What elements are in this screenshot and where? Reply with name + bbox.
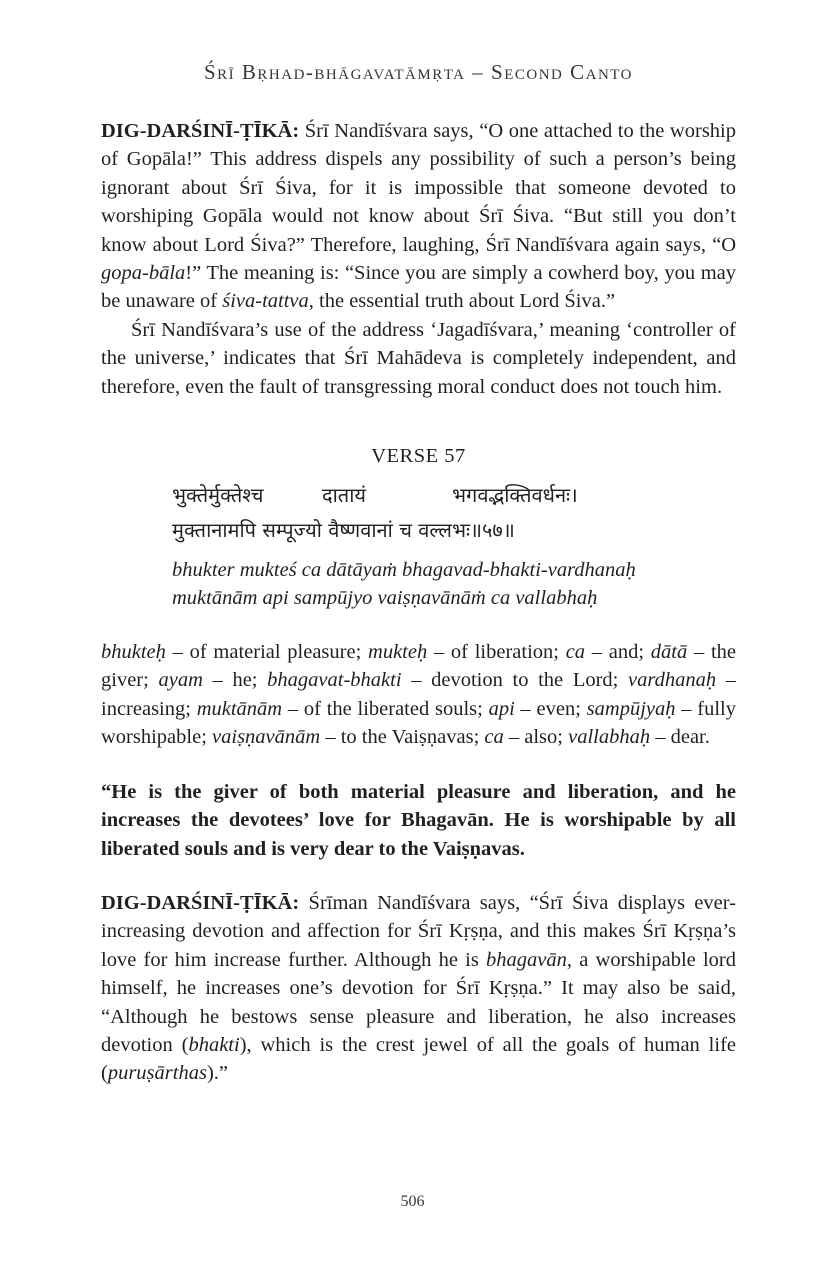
synonym-meaning: – of liberation; — [427, 641, 566, 664]
synonym-meaning: – increasing; — [101, 669, 737, 720]
italic-term: gopa-bāla — [101, 262, 186, 285]
verse-devanagari — [172, 478, 736, 548]
synonym-meaning: – the giver; — [101, 641, 736, 692]
synonym-word: bhukteḥ — [101, 641, 166, 664]
synonym-word: muktānām — [196, 697, 283, 720]
devanagari-line-1 — [172, 478, 736, 513]
italic-term: bhakti — [188, 1033, 240, 1056]
commentary-text: Śrīman Nandīśvara says, “Śrī Śiva displays ever-increasing devotion and affection for Śrī Kṛṣṇa, and this makes Śrī Kṛṣṇa’s love for him increase further. Although he is — [101, 891, 736, 971]
italic-term: śiva-tattva — [222, 290, 309, 313]
synonym-meaning: – he; — [202, 669, 268, 692]
page-body — [101, 60, 736, 1088]
synonym-meaning: – of material pleasure; — [165, 641, 369, 664]
synonym-word: ca — [484, 726, 504, 749]
synonym-word: sampūjyaḥ — [586, 697, 676, 720]
synonym-meaning: – also; — [503, 726, 569, 749]
synonym-word: api — [488, 697, 515, 720]
page-number: 506 — [400, 1193, 425, 1210]
commentary-label: DIG-DARŚINĪ-ṬĪKĀ: — [101, 891, 300, 914]
synonym-word: bhagavat-bhakti — [267, 669, 402, 692]
translation-paragraph: “He is the giver of both material pleasure and liberation, and he increases the devotees’ love for Bhagavān. He is worshipable by all liberated souls and is very dear to the Vaiṣṇavas. — [101, 780, 736, 860]
devanagari-segment: दातायं — [322, 483, 366, 508]
commentary-text: Śrī Nandīśvara says, “O one attached to the worship of Gopāla!” This address dispels any possibility of such a person’s being ignorant about Śrī Śiva, for it is impossible that someone devoted to worshiping Gopāla would not know about Śrī Śiva. “But still you don’t know about Lord Śiva?” Therefore, laughing, Śrī Nandīśvara again says, “O — [101, 120, 736, 256]
synonym-word: mukteḥ — [368, 641, 428, 664]
italic-term: puruṣārthas — [107, 1062, 207, 1085]
verse-transliteration — [172, 556, 736, 612]
synonym-meaning: – to the Vaiṣṇavas; — [320, 726, 485, 749]
commentary-text: , the essential truth about Lord Śiva.” — [308, 290, 616, 313]
synonym-meaning: – fully worshipable; — [101, 697, 736, 749]
commentary-text: , a worshipable lord himself, he increases one’s devotion for Śrī Kṛṣṇa.” It may also be said, “Although he bestows sense pleasure and liberation, he also increases devotion ( — [101, 948, 736, 1056]
synonym-word: dātā — [650, 641, 688, 664]
synonym-word: ayam — [158, 669, 203, 692]
commentary-label: DIG-DARŚINĪ-ṬĪKĀ: — [101, 120, 300, 142]
translit-line-1: bhukter mukteś ca dātāyaṁ bhagavad-bhakti-vardhanaḥ — [172, 559, 636, 582]
synonyms-paragraph — [101, 638, 736, 752]
synonym-word: vaiṣṇavānām — [212, 726, 321, 749]
commentary-paragraph-2: Śrī Nandīśvara’s use of the address ‘Jagadīśvara,’ meaning ‘controller of the universe,’ indicates that Śrī Mahādeva is completely independent, and therefore, even the fault of transgressing moral conduct does not touch him. — [101, 318, 736, 398]
verse-title: VERSE 57 — [371, 445, 466, 468]
commentary-text: !” The meaning is: “Since you are simply a cowherd boy, you may be unaware of — [101, 262, 736, 313]
commentary-text: ), which is the crest jewel of all the goals of human life ( — [101, 1033, 736, 1085]
synonym-meaning: – devotion to the Lord; — [401, 669, 629, 692]
synonym-meaning: – of the liberated souls; — [282, 697, 489, 720]
commentary-paragraph-1 — [101, 117, 736, 316]
commentary-paragraph-3 — [101, 889, 736, 1088]
devanagari-line-2: मुक्तानामपि सम्पूज्यो वैष्णवानां च वल्लभः॥५७॥ — [172, 518, 515, 543]
synonym-word: vallabhaḥ — [568, 726, 651, 749]
synonym-meaning: – and; — [585, 641, 651, 664]
devanagari-segment: भगवद्भक्तिवर्धनः। — [452, 483, 578, 508]
devanagari-segment: भुक्तेर्मुक्तेश्च — [172, 483, 264, 508]
synonym-word: ca — [565, 641, 586, 664]
running-head: Śrī Bṛhad-bhāgavatāmṛta – Second Canto — [203, 60, 634, 84]
synonym-meaning: – even; — [514, 697, 587, 720]
italic-term: bhagavān — [486, 948, 567, 971]
translit-line-2: muktānām api sampūjyo vaiṣṇavānāṁ ca vallabhaḥ — [172, 587, 598, 610]
synonym-word: vardhanaḥ — [628, 669, 717, 692]
commentary-text: ).” — [206, 1062, 228, 1085]
synonym-meaning: – dear. — [650, 726, 710, 749]
